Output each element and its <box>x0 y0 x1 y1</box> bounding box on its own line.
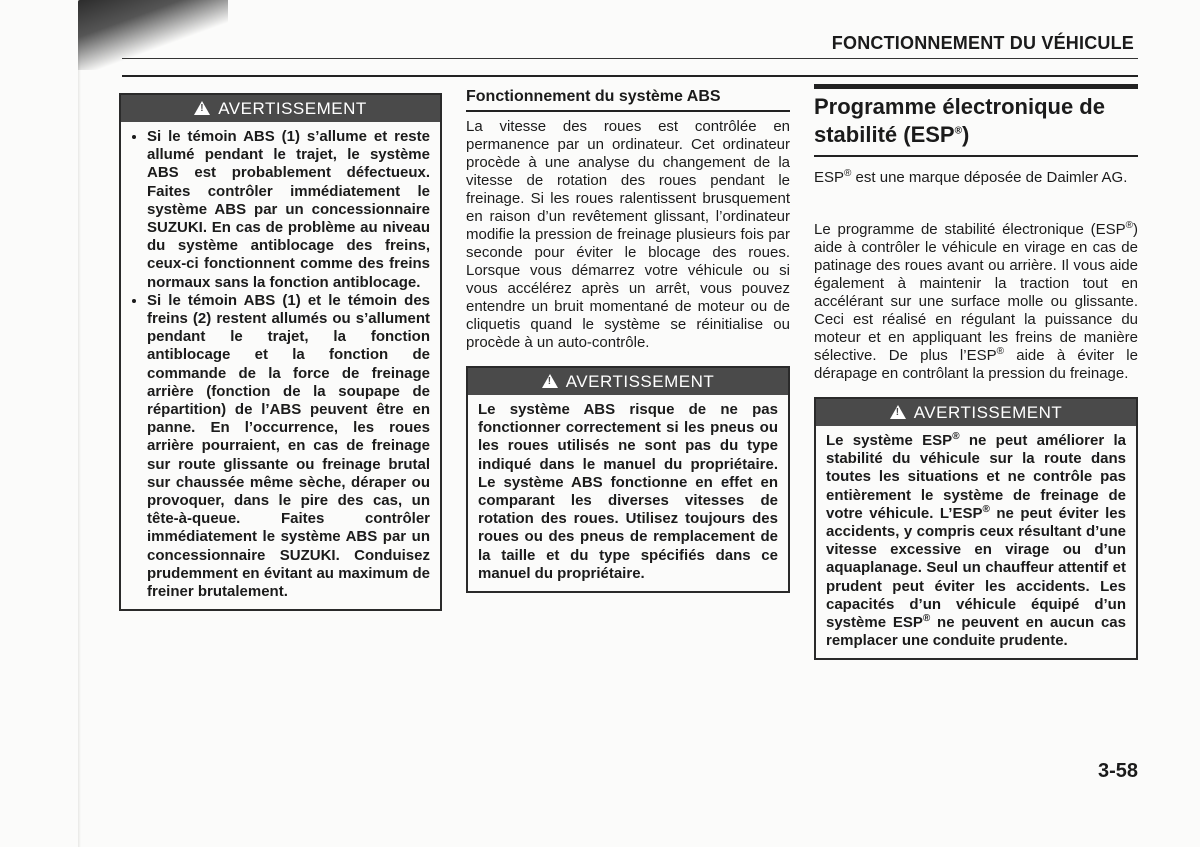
warning-label: AVERTISSEMENT <box>565 372 715 391</box>
warning-list-item: • Si le témoin ABS (1) s’allume et reste allumé pendant le trajet, le système ABS est probablement défectueux. Faites contrôler immédiatement le système ABS par un concessionnaire SUZUKI. En cas de problème au niveau du système antiblocage des freins, ceux-ci fonctionnent comme des freins normaux sans la fonction antiblocage. <box>147 128 430 292</box>
page-corner-shadow <box>78 0 228 70</box>
abs-section-text: La vitesse des roues est contrôlée en permanence par un ordinateur. Cet ordinateur procède à une analyse du changement de la vitesse de rotation des roues pendant le freinage. Si les roues ralentissent brusquement en raison d’un revêtement glissant, l’ordinateur modifie la pression de freinage plusieurs fois par seconde pour éviter le blocage des roues. Lorsque vous démarrez votre véhicule ou si vous accélérez après un arrêt, vous pouvez entendre un bruit momentané de moteur ou de cliquetis quand le système se réinitialise ou procède à un auto-contrôle. <box>466 118 790 351</box>
title-top-rule <box>814 84 1138 89</box>
warning-body <box>121 122 440 609</box>
esp-title-line2-suffix: ) <box>961 122 970 147</box>
registered-mark: ® <box>952 431 960 442</box>
abs-section-title: Fonctionnement du système ABS <box>466 88 790 112</box>
esp-desc-mid: ) aide à contrôler le véhicule en virage en cas de patinage des roues avant ou arrière. Il vous aide également à maintenir la traction tout en accélérant sur une surface molle ou glissante. Ceci est réalisé en régulant la puissance du moteur et en appliquant les freins de manière sélective. De plus l’ESP <box>814 221 1138 364</box>
trademark-suffix: est une marque déposée de Daimler AG. <box>851 169 1128 186</box>
esp-desc-suffix: aide à éviter le dérapage en contrôlant la pression du freinage. <box>814 347 1138 382</box>
registered-mark: ® <box>922 613 931 625</box>
esp-trademark-note <box>814 169 1138 187</box>
warning-header <box>468 368 788 395</box>
warning-list-item: • Si le témoin ABS (1) et le témoin des freins (2) restent allumés ou s’allument pendant le trajet, la fonction antiblocage et la fonction de commande de la force de freinage arrière (fonction de la soupape de répartition) de l’ABS peuvent être en panne. En l’occurrence, les roues arrière pourraient, en cas de freinage sur route glissante ou freinage brutal sur chaussée même sèche, déraper ou provoquer, dans le pire des cas, un tête-à-queue. Faites contrôler immédiatement le système ABS par un concessionnaire SUZUKI. Conduisez prudemment en évitant au maximum de freiner brutalement. <box>147 292 430 601</box>
esp-title-line1: Programme électronique de <box>814 94 1105 119</box>
registered-mark: ® <box>844 168 852 179</box>
abs-tyre-warning-box <box>466 366 790 593</box>
abs-lamp-warning-box <box>119 93 442 611</box>
esp-warn-c: ne peut éviter les accidents, y compris ceux résultant d’une vitesse excessive en virage ou d’un aquaplanage. Seul un chauffeur attentif et prudent peut éviter les accidents. Les capacités d’un véhicule équipé d’un système ESP <box>826 504 1126 632</box>
left-column <box>119 93 442 611</box>
warning-body: Le système ABS risque de ne pas fonctionner correctement si les pneus ou les roues utilisés ne sont pas du type indiqué dans le manuel du propriétaire. Le système ABS fonctionne en effet en comparant les diverses vitesses de rotation des roues. Utilisez toujours des roues ou des pneus de remplacement de la taille et du type spécifiés dans ce manuel du propriétaire. <box>478 401 778 582</box>
middle-column <box>466 88 790 593</box>
registered-mark: ® <box>1125 220 1133 231</box>
warning-triangle-icon <box>194 101 210 115</box>
registered-mark: ® <box>982 503 990 515</box>
warning-list <box>131 128 430 601</box>
warning-label: AVERTISSEMENT <box>913 403 1063 422</box>
esp-warn-b: ne peut améliorer la stabilité du véhicule sur la route dans toutes les situations et ne contrôle pas entièrement le système de freinage de votre véhicule. L’ESP <box>826 432 1126 522</box>
trademark-prefix: ESP <box>814 169 845 186</box>
page-binding-edge <box>78 0 81 847</box>
registered-mark: ® <box>954 125 962 137</box>
esp-warning-box <box>814 397 1138 660</box>
warning-label: AVERTISSEMENT <box>218 99 367 118</box>
esp-description <box>814 221 1138 383</box>
header-rule-thick <box>122 75 1138 77</box>
esp-warn-a: Le système ESP <box>826 432 953 449</box>
warning-triangle-icon <box>542 374 558 388</box>
esp-warn-d: ne peuvent en aucun cas remplacer une conduite prudente. <box>826 614 1126 650</box>
warning-header <box>816 399 1136 426</box>
esp-desc-prefix: Le programme de stabilité électronique (ESP <box>814 221 1126 238</box>
warning-body <box>816 426 1136 658</box>
warning-triangle-icon <box>890 405 906 419</box>
esp-title-line2-prefix: stabilité (ESP <box>814 122 955 147</box>
section-title: FONCTIONNEMENT DU VÉHICULE <box>831 33 1134 53</box>
warning-header <box>121 95 440 122</box>
title-bottom-rule <box>814 155 1138 157</box>
esp-section-title <box>814 93 1138 149</box>
right-column <box>814 84 1138 660</box>
header-rule <box>122 58 1138 59</box>
page-number: 3-58 <box>1097 760 1138 782</box>
registered-mark: ® <box>996 346 1004 357</box>
